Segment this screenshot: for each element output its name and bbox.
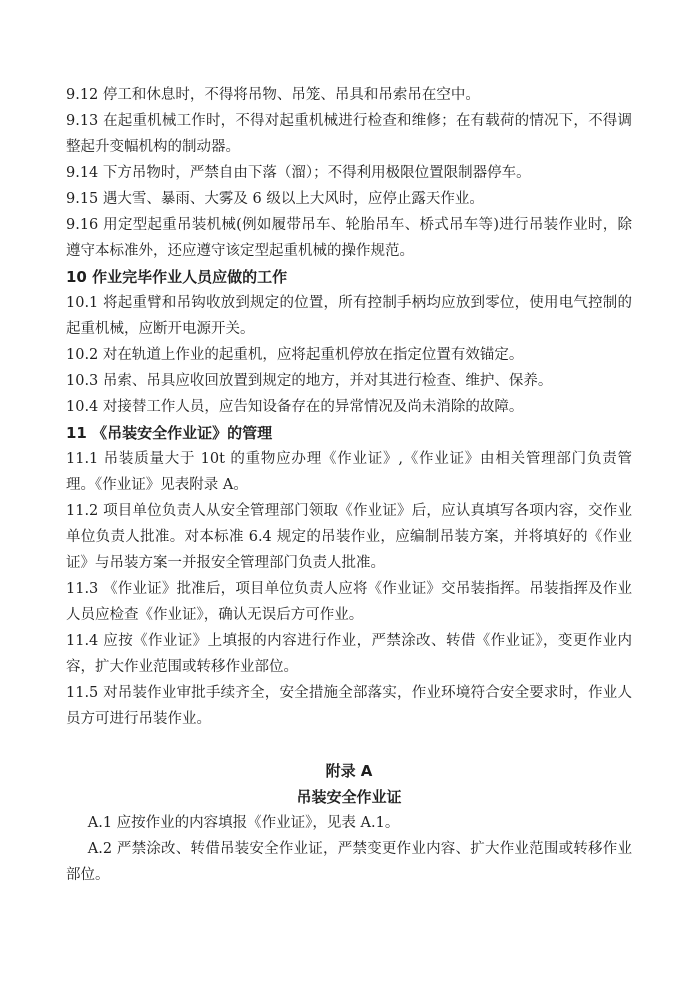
clause-a-1: A.1 应按作业的内容填报《作业证》，见表 A.1。 xyxy=(87,815,400,831)
clause-11-4: 11.4 应按《作业证》上填报的内容进行作业，严禁涂改、转借《作业证》，变更作业内容，扩大作业范围或转移作业部位。 xyxy=(66,633,632,675)
clause-11-3: 11.3 《作业证》批准后，项目单位负责人应将《作业证》交吊装指挥。吊装指挥及作业人员应检查《作业证》，确认无误后方可作业。 xyxy=(66,581,632,623)
clause-9-15: 9.15 遇大雪、暴雨、大雾及 6 级以上大风时，应停止露天作业。 xyxy=(66,191,484,207)
clause-9-12: 9.12 停工和休息时，不得将吊物、吊笼、吊具和吊索吊在空中。 xyxy=(66,87,480,103)
clause-9-14: 9.14 下方吊物时，严禁自由下落（溜）；不得利用极限位置限制器停车。 xyxy=(66,165,531,181)
appendix-subtitle: 吊装安全作业证 xyxy=(296,788,402,806)
clause-10-2: 10.2 对在轨道上作业的起重机，应将起重机停放在指定位置有效锚定。 xyxy=(66,347,524,363)
clause-10-1: 10.1 将起重臂和吊钩收放到规定的位置，所有控制手柄均应放到零位，使用电气控制的起重机械，应断开电源开关。 xyxy=(66,295,632,337)
clause-10-3: 10.3 吊索、吊具应收回放置到规定的地方，并对其进行检查、维护、保养。 xyxy=(66,373,553,389)
section-heading-11: 11 《吊装安全作业证》的管理 xyxy=(66,424,273,442)
section-heading-10: 10 作业完毕作业人员应做的工作 xyxy=(66,268,288,286)
clause-10-4: 10.4 对接替工作人员，应告知设备存在的异常情况及尚未消除的故障。 xyxy=(66,399,524,415)
clause-11-5: 11.5 对吊装作业审批手续齐全，安全措施全部落实，作业环境符合安全要求时，作业人员方可进行吊装作业。 xyxy=(66,685,632,727)
clause-11-2: 11.2 项目单位负责人从安全管理部门领取《作业证》后，应认真填写各项内容，交作业单位负责人批准。对本标准 6.4 规定的吊装作业，应编制吊装方案，并将填好的《作业证》与吊装方案一并报安全管理部门负责人批准。 xyxy=(66,503,632,571)
clause-11-1: 11.1 吊装质量大于 10t 的重物应办理《作业证》,《作业证》由相关管理部门负责管理。《作业证》见表附录 A。 xyxy=(66,451,632,493)
document-content xyxy=(66,82,632,888)
clause-9-16: 9.16 用定型起重吊装机械(例如履带吊车、轮胎吊车、桥式吊车等)进行吊装作业时，除遵守本标准外，还应遵守该定型起重机械的操作规范。 xyxy=(66,217,632,259)
clause-a-2: A.2 严禁涂改、转借吊装安全作业证，严禁变更作业内容、扩大作业范围或转移作业部位。 xyxy=(66,841,632,883)
clause-9-13: 9.13 在起重机械工作时，不得对起重机械进行检查和维修；在有载荷的情况下，不得调整起升变幅机构的制动器。 xyxy=(66,113,632,155)
appendix-title: 附录 A xyxy=(325,762,373,780)
